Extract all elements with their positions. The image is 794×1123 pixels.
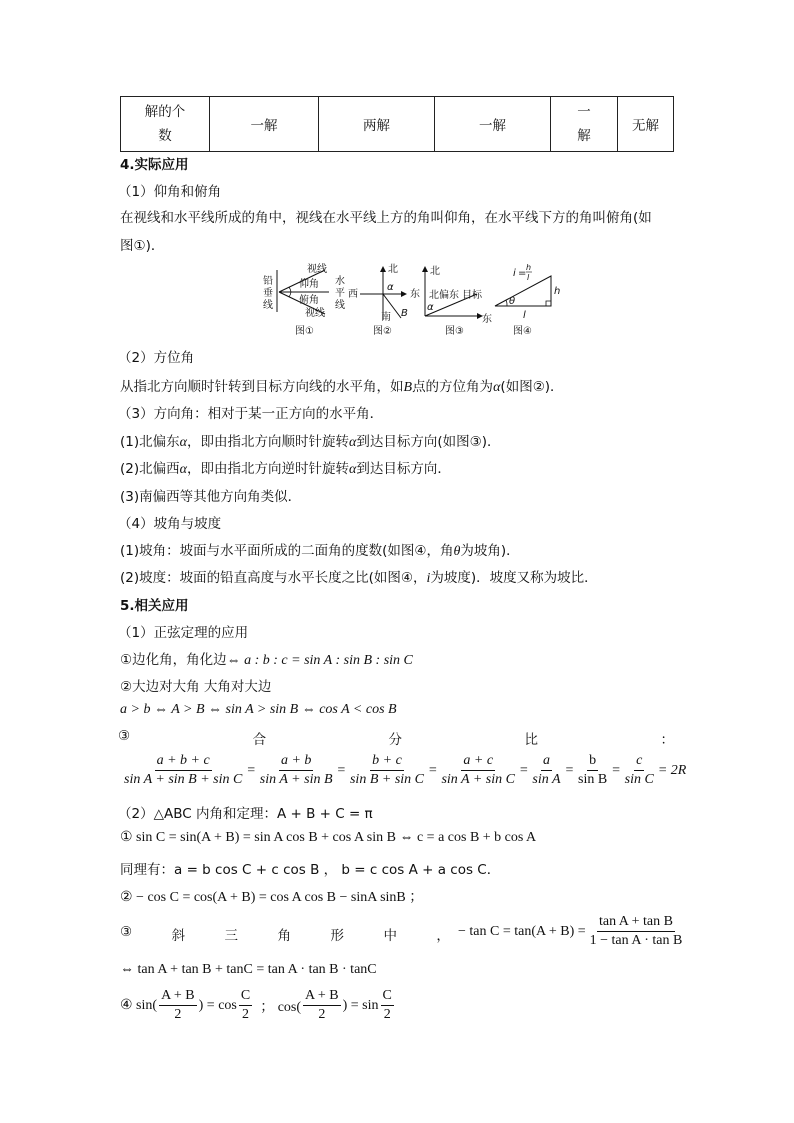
- ratio-formula: [120, 753, 686, 788]
- fig3-north: 北: [430, 266, 440, 277]
- ratio-f4-den: sin A + sin C: [441, 772, 515, 787]
- l4-char1: 合: [252, 732, 267, 748]
- eq-sign-3: =: [428, 762, 438, 778]
- l10-frac-2: [239, 988, 252, 1023]
- tan-frac-num: tan A + tan B: [597, 914, 675, 932]
- eq-sign-2: =: [336, 762, 346, 778]
- ratio-f2-den: sin A + sin B: [259, 772, 333, 787]
- figure-3: [422, 265, 492, 337]
- l10-d: ) = sin: [342, 997, 379, 1013]
- fig1-left-label-2: 垂: [263, 288, 273, 299]
- svg-text:=: =: [518, 268, 527, 279]
- sec5-line1: [120, 648, 413, 669]
- cell-one-solution: 一解: [210, 97, 319, 152]
- ratio-f6-den: sin B: [578, 772, 608, 787]
- l10-f2-num: C: [239, 988, 252, 1006]
- ratio-f7-den: sin C: [624, 772, 654, 787]
- sub3-item3: (3)南偏西等其他方向角类似．: [120, 489, 302, 505]
- sub4-item1: [120, 539, 520, 560]
- ratio-f6-num: b: [587, 753, 598, 771]
- fig2-caption: 图②: [373, 326, 392, 337]
- sub3-item2-mid: ，即由指北方向逆时针旋转: [186, 461, 349, 477]
- fig4-caption: 图④: [513, 326, 532, 337]
- l8-comma: ，: [436, 928, 450, 944]
- tan-frac-den: 1 − tan A · tan B: [589, 933, 683, 948]
- l8-char5: 中: [383, 928, 397, 944]
- sub3-heading: （3）方向角：相对于某一正方向的水平角．: [118, 406, 384, 422]
- sec5-line4: [118, 728, 674, 748]
- ratio-frac-2: [258, 753, 335, 788]
- ratio-f5-den: sin A: [532, 772, 561, 787]
- l8-char2: 三: [224, 928, 239, 944]
- l8-char1: 斜: [171, 928, 186, 944]
- l4-marker: ③: [118, 728, 131, 744]
- cell-one-solution-3: [551, 97, 618, 152]
- ratio-f5-num: a: [541, 753, 552, 771]
- sub3-item1-pre: (1)北偏东: [120, 434, 180, 450]
- sub4-item1-pre: (1)坡角：坡面与水平面所成的二面角的度数(如图④，角: [120, 543, 454, 559]
- ratio-f4-num: a + c: [461, 753, 495, 771]
- ratio-f1-num: a + b + c: [155, 753, 212, 771]
- sub2-text-post: (如图②)．: [500, 379, 564, 395]
- cell-one-solution-2: 一解: [435, 97, 551, 152]
- sub3-item2-pre: (2)北偏西: [120, 461, 180, 477]
- sec5-line7: ② − cos C = cos(A + B) = cos A cos B − sinA sinB ；: [120, 890, 424, 905]
- ratio-f3-num: b + c: [370, 753, 404, 771]
- l10-f4-den: 2: [383, 1007, 391, 1022]
- cell4-line2: 解: [577, 128, 591, 144]
- fig1-right-label-2: 平: [335, 288, 345, 299]
- ratio-end: = 2R: [657, 762, 687, 778]
- figure-2: [348, 263, 420, 337]
- sub4-item2-pre: (2)坡度：坡面的铅直高度与水平长度之比(如图④，: [120, 570, 427, 586]
- fig1-left-label-1: 铅: [263, 276, 273, 287]
- sec5-line3: a > b ⇔ A > B ⇔ sin A > sin B ⇔ cos A < cos B: [120, 702, 397, 717]
- ratio-f2-num: a + b: [279, 753, 313, 771]
- fig2-east: 东: [410, 289, 420, 300]
- l10-frac-1: [159, 988, 197, 1023]
- sub3-item1-alpha: α: [179, 435, 187, 450]
- l10-f3-num: A + B: [303, 988, 341, 1006]
- eq-sign-5: =: [564, 762, 575, 778]
- sub4-item2-post: 为坡度)．坡度又称为坡比．: [430, 570, 598, 586]
- fig1-left-label-3: 线: [263, 300, 273, 311]
- ratio-frac-3: [348, 753, 426, 788]
- sub2-alpha: α: [493, 380, 501, 395]
- eq-sign-4: =: [518, 762, 529, 778]
- fig3-east: 东: [482, 314, 492, 325]
- fig2-west: 西: [348, 289, 358, 300]
- l10-f3-den: 2: [318, 1007, 326, 1022]
- fig4-slope-h: h: [526, 263, 532, 272]
- sec5-sub2-heading: （2）△ABC 内角和定理：A + B + C = π: [118, 806, 373, 822]
- sec5-line1-math: ⇔ a : b : c = sin A : sin B : sin C: [226, 653, 413, 668]
- sub3-item1: [120, 430, 500, 451]
- tan-formula: [458, 914, 686, 949]
- sub4-heading: （4）坡角与坡度: [118, 516, 222, 532]
- fig3-caption: 图③: [445, 326, 464, 337]
- fig1-right-label-3: 线: [335, 300, 345, 311]
- sub3-item2-alpha: α: [179, 462, 187, 477]
- sub3-item1-post: 到达目标方向(如图③)．: [356, 434, 501, 450]
- l8-marker: ③: [120, 924, 133, 940]
- fig1-caption: 图①: [295, 326, 314, 337]
- ratio-frac-5: [530, 753, 562, 788]
- eq-sign-6: =: [611, 762, 621, 778]
- sub4-item1-post: 为坡角)．: [460, 543, 520, 559]
- fig3-alpha: α: [427, 302, 434, 313]
- fig2-point-b: B: [401, 308, 408, 319]
- ratio-f3-den: sin B + sin C: [349, 772, 424, 787]
- sub2-text-pre: 从指北方向顺时针转到目标方向线的水平角，如: [120, 379, 404, 395]
- sub3-item2: [120, 457, 451, 478]
- sub4-i: i: [426, 571, 431, 586]
- sec5-line10: [120, 988, 396, 1023]
- fig4-slope-l: l: [527, 273, 530, 282]
- ratio-frac-1: [122, 753, 244, 788]
- eq-sign-1: =: [246, 762, 256, 778]
- sub1-heading: （1）仰角和俯角: [118, 184, 222, 200]
- ratio-frac-6: [576, 753, 609, 788]
- fig1-depression-angle: 俯角: [299, 295, 319, 306]
- row-label-line2: 数: [158, 128, 172, 144]
- sub2-point-b: B: [403, 380, 413, 395]
- ratio-f7-num: c: [634, 753, 644, 771]
- l4-char3: 比: [524, 732, 539, 748]
- tan-frac: [588, 914, 685, 949]
- figure-4: [495, 263, 560, 337]
- fig2-north: 北: [388, 264, 398, 275]
- l10-f2-den: 2: [242, 1007, 250, 1022]
- sec5-sub1-heading: （1）正弦定理的应用: [118, 625, 249, 641]
- sub2-text-mid: 点的方位角为: [412, 379, 494, 395]
- tan-formula-pre: − tan C = tan(A + B) =: [458, 923, 586, 939]
- sub3-item1-mid: ，即由指北方向顺时针旋转: [186, 434, 349, 450]
- cell-two-solutions: 两解: [319, 97, 435, 152]
- sub1-text-line2: 图①)．: [120, 238, 165, 254]
- row-label-line1: 解的个: [144, 104, 186, 120]
- sub4-item2: [120, 566, 598, 587]
- sub1-text-line1: 在视线和水平线所成的角中，视线在水平线上方的角叫仰角，在水平线下方的角叫俯角(如: [120, 210, 652, 226]
- sec5-line5: ① sin C = sin(A + B) = sin A cos B + cos A sin B ⇔ c = a cos B + b cos A: [120, 830, 537, 845]
- sub2-heading: （2）方位角: [118, 350, 195, 366]
- fig4-slope-i: i: [513, 268, 516, 279]
- sub3-item2-post: 到达目标方向．: [356, 461, 451, 477]
- sub3-item1-alpha2: α: [348, 435, 357, 450]
- sec5-line8: [120, 924, 450, 944]
- sub4-theta: θ: [453, 544, 461, 559]
- sec5-line9: ⇔ tan A + tan B + tanC = tan A · tan B · tanC: [120, 962, 377, 977]
- cell-no-solution: 无解: [618, 97, 674, 152]
- l4-colon: ：: [660, 732, 674, 748]
- fig1-top-sightline: 视线: [307, 264, 327, 275]
- l4-char2: 分: [388, 732, 403, 748]
- section-5-heading: 5.相关应用: [120, 598, 189, 614]
- fig2-alpha: α: [387, 282, 394, 293]
- l10-c: ； cos(: [260, 999, 302, 1015]
- direction-figures: [255, 262, 575, 340]
- fig1-elevation-angle: 仰角: [299, 279, 319, 290]
- fig4-l: l: [523, 310, 526, 321]
- sub3-item2-alpha2: α: [348, 462, 357, 477]
- fig3-target: 目标: [462, 290, 482, 301]
- sub2-text: [120, 375, 564, 396]
- ratio-f1-den: sin A + sin B + sin C: [124, 772, 243, 787]
- l10-b: ) = cos: [198, 997, 237, 1013]
- l10-frac-3: [303, 988, 341, 1023]
- ratio-frac-4: [439, 753, 517, 788]
- fig4-h: h: [554, 286, 561, 297]
- section-4-heading: 4.实际应用: [120, 157, 189, 173]
- l8-char4: 形: [330, 928, 344, 944]
- l10-f4-num: C: [381, 988, 394, 1006]
- fig3-north-east: 北偏东: [429, 290, 459, 301]
- l10-f1-den: 2: [174, 1007, 182, 1022]
- sec5-line6: 同理有：a = b cos C + c cos B ， b = c cos A + a cos C．: [120, 862, 501, 878]
- l10-f1-num: A + B: [159, 988, 197, 1006]
- figure-1: [263, 262, 345, 337]
- l10-a: ④ sin(: [120, 998, 158, 1013]
- fig4-theta: θ: [509, 296, 516, 307]
- ratio-frac-7: [623, 753, 656, 788]
- l10-frac-4: [381, 988, 394, 1023]
- table-row: [121, 97, 674, 152]
- fig2-south: 南: [381, 312, 391, 323]
- solution-count-table: [120, 96, 674, 152]
- l8-char3: 角: [277, 928, 292, 944]
- row-label: [121, 97, 210, 152]
- sec5-line2: ②大边对大角 大角对大边: [120, 679, 272, 695]
- cell4-line1: 一: [577, 104, 591, 120]
- fig1-bottom-sightline: 视线: [305, 308, 325, 319]
- fig1-right-label-1: 水: [335, 276, 345, 287]
- sec5-line1-pre: ①边化角，角化边: [120, 652, 227, 668]
